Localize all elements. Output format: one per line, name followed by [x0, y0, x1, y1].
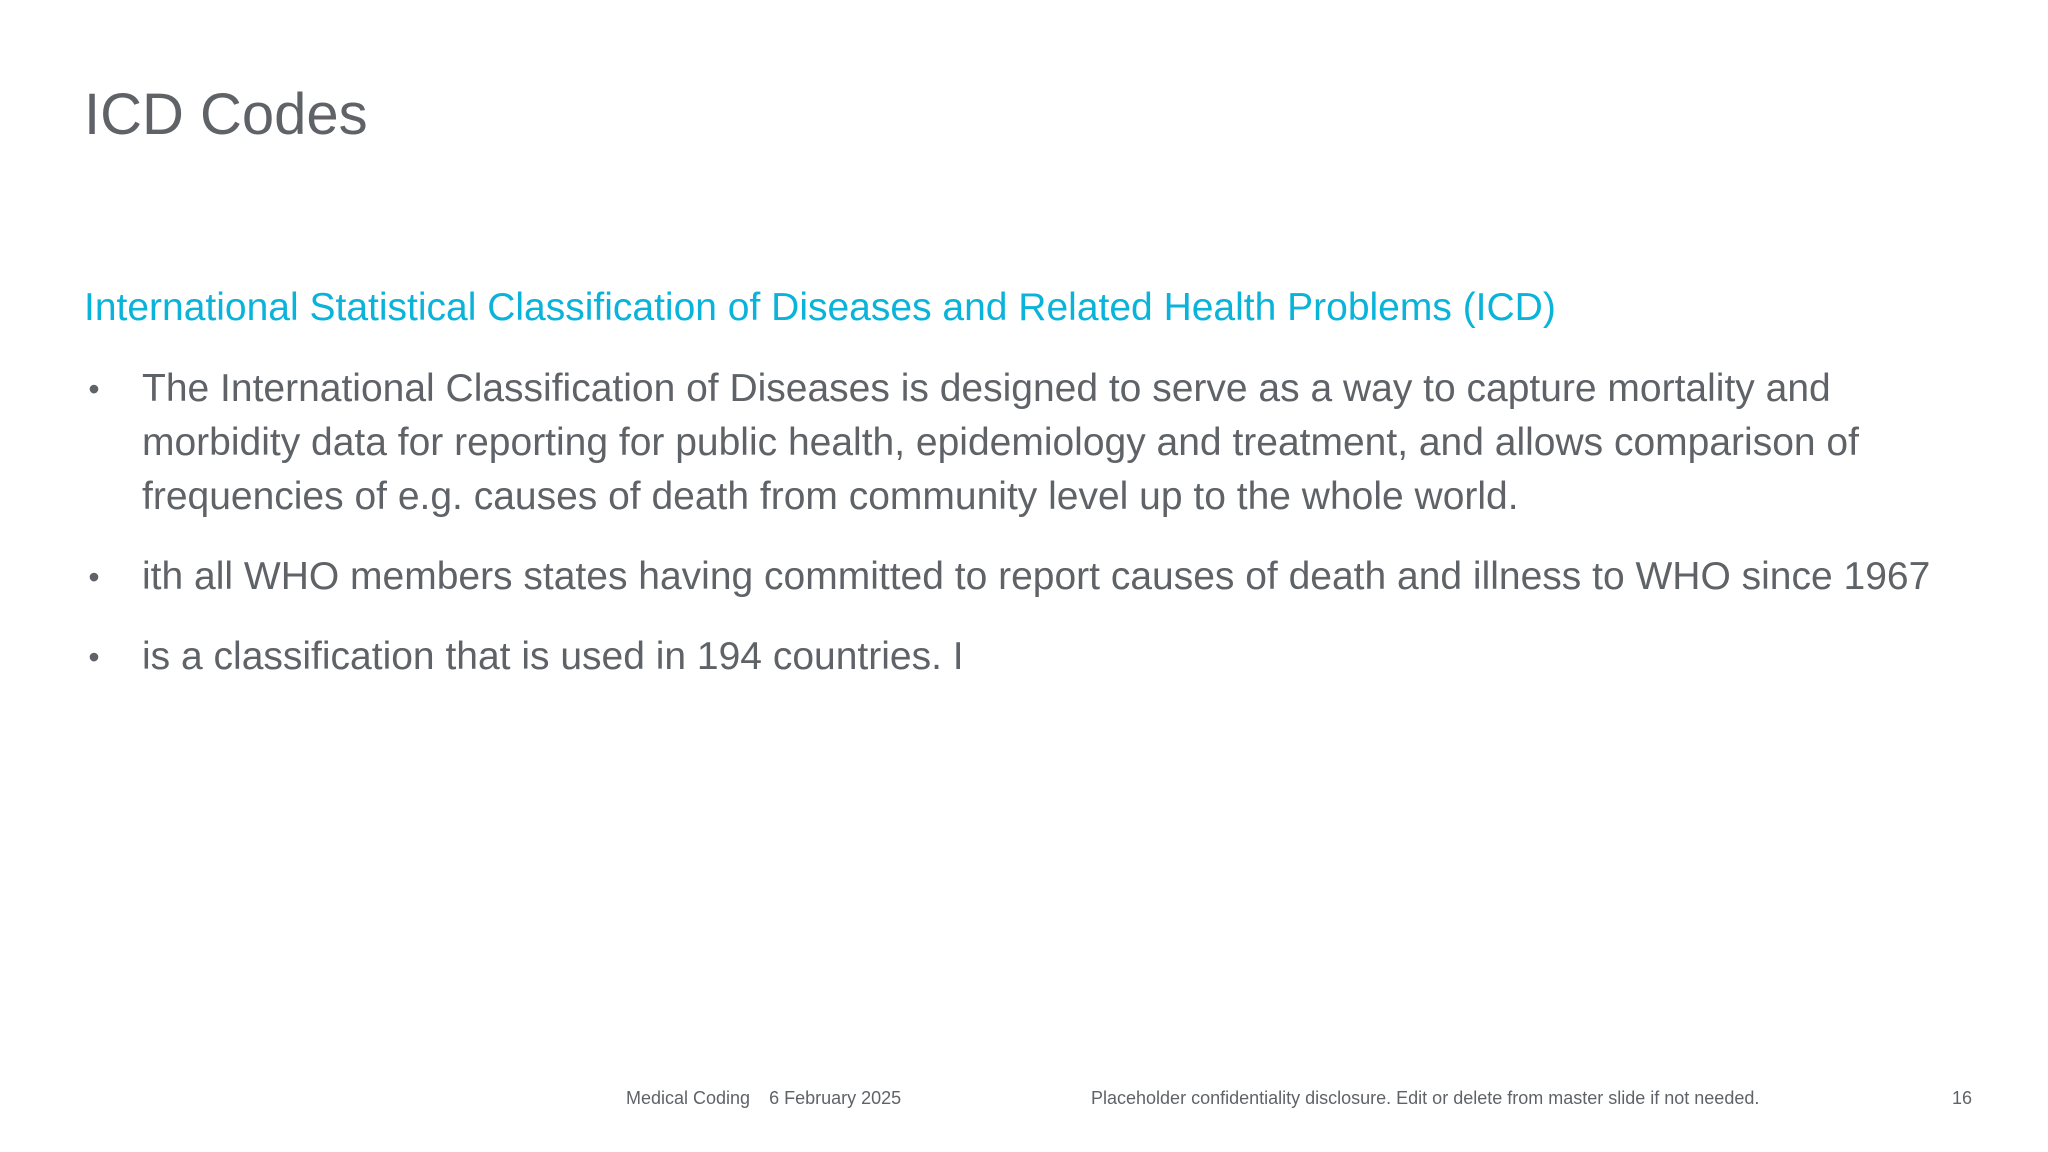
footer-disclosure: Placeholder confidentiality disclosure. Edit or delete from master slide if not needed.	[1091, 1088, 1760, 1108]
bullet-text: The International Classification of Diseases is designed to serve as a way to capture mortality and morbidity data for reporting for public health, epidemiology and treatment, and allows comparison of frequencies of e.g. causes of death from community level up to the whole world.	[142, 367, 1859, 518]
bullet-item	[84, 362, 1984, 524]
footer-meta	[626, 1088, 901, 1109]
slide-title: ICD Codes	[84, 82, 368, 147]
bullet-text: is a classification that is used in 194 countries. I	[142, 635, 964, 678]
bullet-icon: •	[88, 639, 100, 675]
bullet-item	[84, 630, 1984, 684]
slide-subtitle: International Statistical Classification of Diseases and Related Health Problems (ICD)	[84, 286, 1556, 329]
bullet-item	[84, 550, 1984, 604]
footer-date: 6 February 2025	[769, 1088, 902, 1108]
bullet-text: ith all WHO members states having committed to report causes of death and illness to WHO since 1967	[142, 555, 1931, 598]
bullet-icon: •	[88, 371, 100, 407]
page-number: 16	[1951, 1088, 1972, 1108]
bullet-list	[84, 362, 1984, 710]
footer-presentation-name: Medical Coding	[626, 1088, 751, 1108]
bullet-icon: •	[88, 559, 100, 595]
